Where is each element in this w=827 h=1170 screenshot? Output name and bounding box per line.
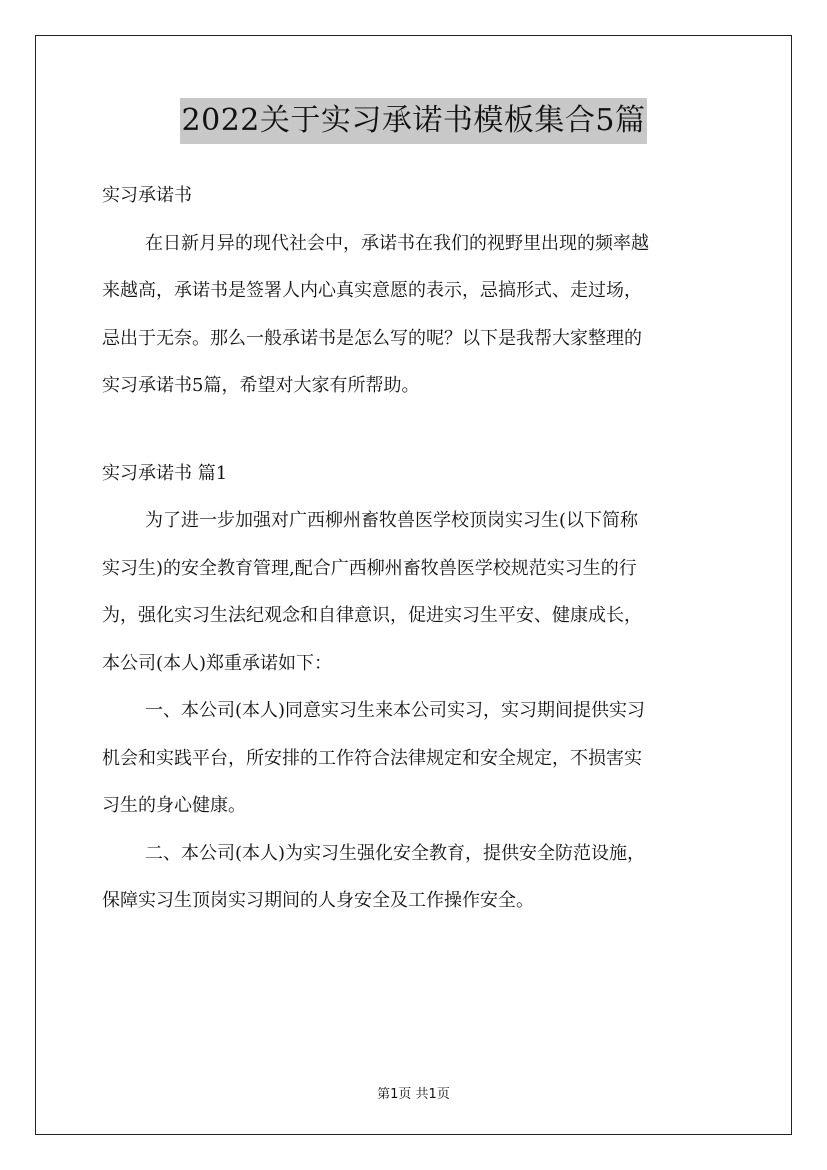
- document-body: [102, 172, 727, 925]
- intro-line-3: 忌出于无奈。那么一般承诺书是怎么写的呢？以下是我帮大家整理的: [102, 327, 642, 349]
- intro-line-2: 来越高，承诺书是签署人内心真实意愿的表示，忌搞形式、走过场，: [102, 280, 642, 301]
- document-title: 2022关于实习承诺书模板集合5篇: [180, 98, 648, 144]
- page-footer: 第1页 共1页: [377, 1087, 450, 1102]
- intro-line-1: 在日新月异的现代社会中，承诺书在我们的视野里出现的频率越: [145, 232, 649, 254]
- para2-line-3: 习生的身心健康。: [102, 795, 246, 816]
- para2-line-1: 一、本公司(本人)同意实习生来本公司实习，实习期间提供实习: [145, 700, 646, 721]
- para1-line-2: 实习生)的安全教育管理,配合广西柳州畜牧兽医学校规范实习生的行: [102, 557, 637, 579]
- intro-line-4: 实习承诺书5篇，希望对大家有所帮助。: [102, 375, 420, 396]
- para1-line-4: 本公司(本人)郑重承诺如下：: [102, 652, 333, 674]
- para1-line-3: 为，强化实习生法纪观念和自律意识，促进实习生平安、健康成长，: [102, 605, 642, 626]
- para1-line-1: 为了进一步加强对广西柳州畜牧兽医学校顶岗实习生(以下简称: [145, 510, 639, 531]
- title-wrap: [0, 98, 827, 144]
- para2-line-2: 机会和实践平台，所安排的工作符合法律规定和安全规定，不损害实: [102, 747, 642, 769]
- para3-line-2: 保障实习生顶岗实习期间的人身安全及工作操作安全。: [102, 890, 534, 911]
- section-label: 实习承诺书: [102, 185, 192, 206]
- article-heading: 实习承诺书 篇1: [102, 462, 228, 484]
- spacer: [102, 410, 727, 450]
- para3-line-1: 二、本公司(本人)为实习生强化安全教育，提供安全防范设施，: [145, 842, 646, 864]
